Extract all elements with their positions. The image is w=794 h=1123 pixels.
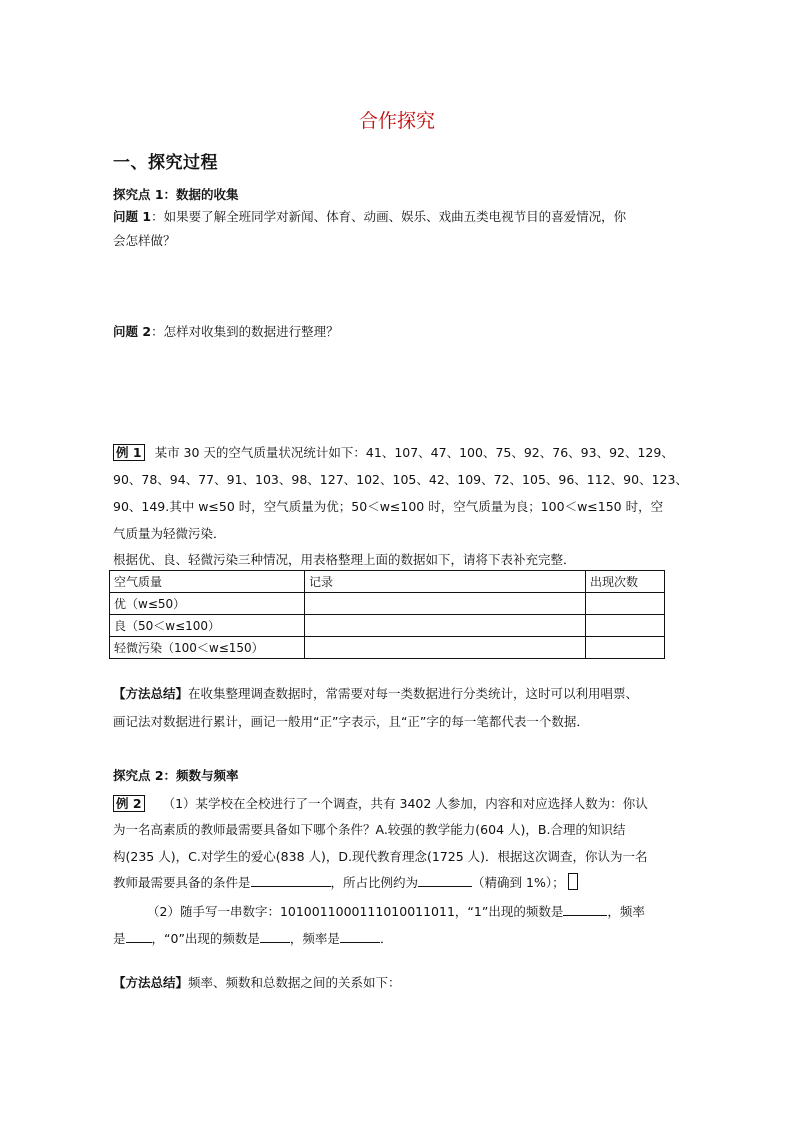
- example-2-line3: 构(235 人)，C.对学生的爱心(838 人)，D.现代教育理念(1725 人)．根据这次调查，你认为一名: [113, 849, 648, 864]
- text-cursor-box: [568, 873, 578, 890]
- example-2-line1: [113, 794, 648, 812]
- question-1-label: 问题 1: [113, 209, 152, 224]
- table-header-cell: 空气质量: [110, 571, 305, 593]
- example-2-line6: [113, 929, 392, 947]
- example-2-line5: [147, 902, 645, 920]
- example-2-line4: [113, 873, 578, 891]
- example-1-line3: 90、149.其中 w≤50 时，空气质量为优；50＜w≤100 时，空气质量为良；100＜w≤150 时，空: [113, 499, 664, 514]
- method-summary-1: [113, 684, 638, 702]
- example-2-line4-c: （精确到 1%）；: [472, 875, 565, 890]
- table-cell[interactable]: [586, 637, 665, 659]
- example-2-line5-a: （2）随手写一串数字：1010011000111010011011，“1”出现的频数是: [147, 904, 564, 919]
- example-2-line6-b: ，“0”出现的频数是: [151, 931, 260, 946]
- table-header-cell: 出现次数: [586, 571, 665, 593]
- explore-point-2-heading: 探究点 2：频数与频率: [113, 768, 239, 783]
- example-2-line6-a: 是: [113, 931, 126, 946]
- answer-blank-frequency-0[interactable]: [260, 930, 290, 943]
- question-2-text: ：怎样对收集到的数据进行整理？: [151, 324, 339, 339]
- table-row: [110, 637, 665, 659]
- question-2-label: 问题 2: [113, 324, 152, 339]
- answer-blank-frequency-1[interactable]: [563, 903, 607, 916]
- table-row: [110, 615, 665, 637]
- example-2-line2: 为一名高素质的教师最需要具备如下哪个条件？A.较强的教学能力(604 人)，B.合理的知识结: [113, 822, 626, 837]
- table-cell[interactable]: [586, 593, 665, 615]
- example-1-line2: 90、78、94、77、91、103、98、127、102、105、42、109、72、105、96、112、90、123、: [113, 472, 688, 487]
- table-cell: 良（50＜w≤100）: [110, 615, 305, 637]
- table-cell: 轻微污染（100＜w≤150）: [110, 637, 305, 659]
- example-2-line6-d: ．: [379, 931, 393, 946]
- method-summary-1-label: 【方法总结】: [113, 686, 189, 701]
- section-heading: 一、探究过程: [113, 153, 218, 173]
- example-2-line4-a: 教师最需要具备的条件是: [113, 875, 251, 890]
- explore-point-1-heading: 探究点 1：数据的收集: [113, 187, 239, 202]
- example-1-label: 例 1: [113, 444, 145, 461]
- question-2: [113, 322, 339, 340]
- example-2-line5-b: ，频率: [607, 904, 645, 919]
- question-1-line1: ：如果要了解全班同学对新闻、体育、动画、娱乐、戏曲五类电视节目的喜爱情况，你: [151, 209, 627, 224]
- example-2-text1: （1）某学校在全校进行了一个调查，共有 3402 人参加，内容和对应选择人数为：你认: [162, 796, 648, 811]
- example-1-line5: 根据优、良、轻微污染三种情况，用表格整理上面的数据如下，请将下表补充完整．: [113, 552, 576, 567]
- example-1-line1: [113, 443, 674, 461]
- example-2-line6-c: ，频率是: [289, 931, 340, 946]
- table-cell[interactable]: [305, 637, 586, 659]
- method-summary-1-line1: 在收集整理调查数据时，常需要对每一类数据进行分类统计，这时可以利用唱票、: [188, 686, 639, 701]
- table-header-cell: 记录: [305, 571, 586, 593]
- method-summary-2-label: 【方法总结】: [113, 975, 189, 990]
- method-summary-2-text: 频率、频数和总数据之间的关系如下：: [188, 975, 401, 990]
- method-summary-2: [113, 973, 401, 991]
- answer-blank-ratio[interactable]: [418, 874, 472, 887]
- example-2-line4-b: ，所占比例约为: [330, 875, 419, 890]
- example-2-label: 例 2: [113, 795, 145, 812]
- question-1: [113, 207, 626, 225]
- table-cell[interactable]: [305, 593, 586, 615]
- page-title: 合作探究: [358, 110, 435, 132]
- method-summary-1-line2: 画记法对数据进行累计，画记一般用“正”字表示，且“正”字的每一笔都代表一个数据．: [113, 714, 589, 729]
- table-row: [110, 593, 665, 615]
- example-1-text1: 某市 30 天的空气质量状况统计如下：41、107、47、100、75、92、76、93、92、129、: [154, 445, 674, 460]
- table-cell: 优（w≤50）: [110, 593, 305, 615]
- answer-blank-rate-0[interactable]: [340, 930, 380, 943]
- table-cell[interactable]: [305, 615, 586, 637]
- table-header-row: [110, 571, 665, 593]
- example-1-line4: 气质量为轻微污染．: [113, 526, 226, 541]
- table-cell[interactable]: [586, 615, 665, 637]
- answer-blank-condition[interactable]: [251, 874, 331, 887]
- answer-blank-rate-1[interactable]: [126, 930, 152, 943]
- air-quality-table: [109, 570, 665, 659]
- question-1-line2: 会怎样做？: [113, 233, 176, 248]
